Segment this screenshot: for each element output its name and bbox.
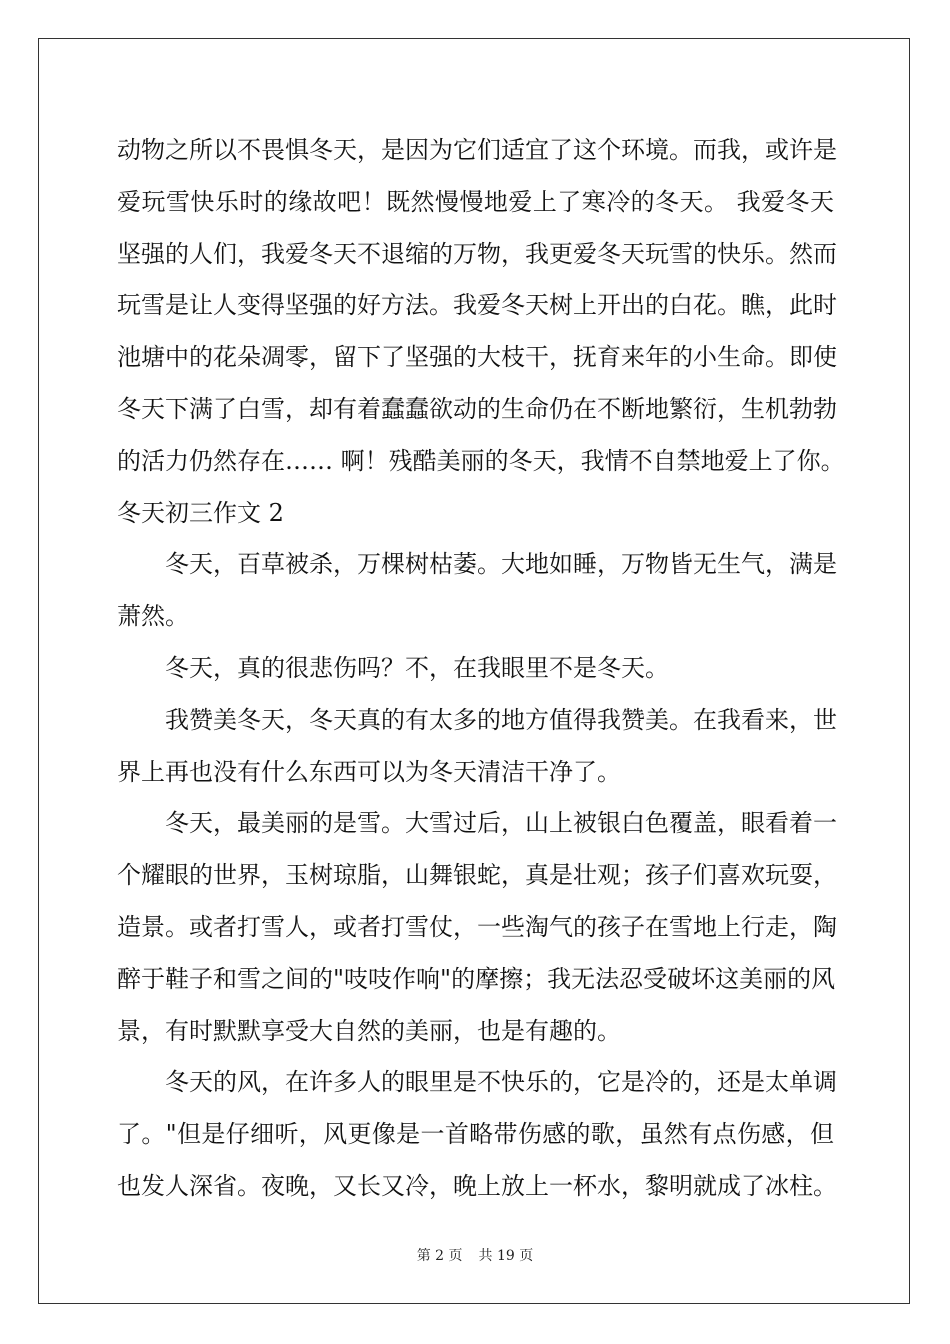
text-line: 动物之所以不畏惧冬天，是因为它们适宜了这个环境。而我，或许是	[117, 136, 837, 164]
text-line: 池塘中的花朵凋零，留下了坚强的大枝干，抚育来年的小生命。即使	[117, 343, 837, 372]
page-footer	[0, 1245, 950, 1265]
text-line: 界上再也没有什么东西可以为冬天清洁干净了。	[117, 757, 621, 786]
text-line: 冬天，真的很悲伤吗？不，在我眼里不是冬天。	[165, 653, 669, 682]
page-number: 第 2 页	[416, 1248, 463, 1264]
text-line: 的活力仍然存在…… 啊！残酷美丽的冬天，我情不自禁地爱上了你。	[117, 446, 845, 475]
text-line: 我赞美冬天，冬天真的有太多的地方值得我赞美。在我看来，世	[165, 705, 837, 734]
page-total: 共 19 页	[478, 1248, 534, 1264]
text-line: 景，有时默默享受大自然的美丽，也是有趣的。	[117, 1016, 621, 1045]
section-heading: 冬天初三作文 2	[117, 498, 284, 527]
document-body	[117, 130, 845, 1218]
text-line: 冬天，百草被杀，万棵树枯萎。大地如睡，万物皆无生气，满是	[165, 550, 837, 579]
text-line: 爱玩雪快乐时的缘故吧！既然慢慢地爱上了寒冷的冬天。 我爱冬天	[117, 187, 834, 216]
text-line: 了。"但是仔细听，风更像是一首略带伤感的歌，虽然有点伤感，但	[117, 1120, 834, 1149]
text-line: 醉于鞋子和雪之间的"吱吱作响"的摩擦；我无法忍受破坏这美丽的风	[117, 964, 836, 993]
text-line: 冬天下满了白雪，却有着蠢蠢欲动的生命仍在不断地繁衍，生机勃勃	[117, 394, 837, 423]
text-line: 也发人深省。夜晚，又长又冷，晚上放上一杯水，黎明就成了冰柱。	[117, 1171, 837, 1200]
text-line: 冬天，最美丽的是雪。大雪过后，山上被银白色覆盖，眼看着一	[165, 809, 837, 838]
text-line: 萧然。	[117, 602, 189, 631]
text-line: 坚强的人们，我爱冬天不退缩的万物，我更爱冬天玩雪的快乐。然而	[117, 239, 837, 268]
text-line: 冬天的风，在许多人的眼里是不快乐的，它是冷的，还是太单调	[165, 1068, 837, 1097]
text-line: 个耀眼的世界，玉树琼脂，山舞银蛇，真是壮观；孩子们喜欢玩耍，	[117, 861, 837, 890]
text-line: 玩雪是让人变得坚强的好方法。我爱冬天树上开出的白花。瞧，此时	[117, 291, 837, 320]
text-line: 造景。或者打雪人，或者打雪仗，一些淘气的孩子在雪地上行走，陶	[117, 912, 837, 941]
